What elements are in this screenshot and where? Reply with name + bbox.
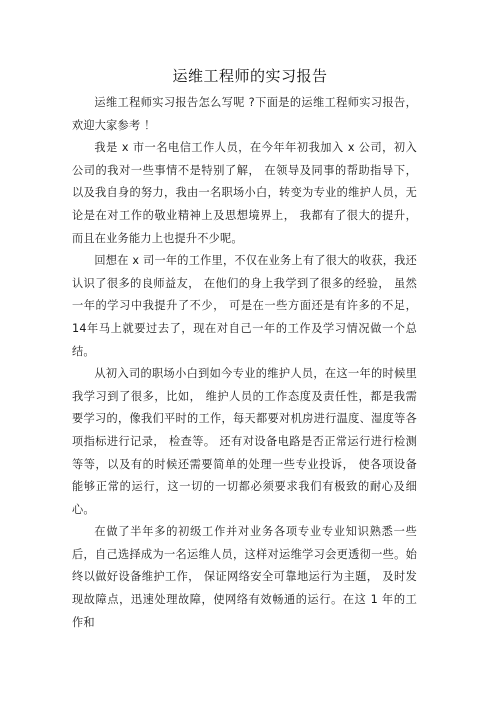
paragraph-learning: 从初入司的职场小白到如今专业的维护人员，在这一年的时候里我学习到了很多，比如， 维护人员的工作态度及责任性，都是我需要学习的，像我们平时的工作，每天都要对机房进行温度、湿度等各项指标进行记录， 检查等。 还有对设备电路是否正常运行进行检测等等，以及有的时候还需要简单的处理一些专业投诉， 使各项设备能够正常的运行，这一切的一切都必须要求我们有极致的耐心及细心。 <box>72 367 417 516</box>
paragraph-intro: 运维工程师实习报告怎么写呢 ?下面是的运维工程师实习报告，欢迎大家参考 ！ <box>72 96 417 132</box>
document-title: 运维工程师的实习报告 <box>172 67 328 85</box>
paragraph-background: 我是 x 市一名电信工作人员，在今年年初我加入 x 公司，初入公司的我对一些事情不是特别了解， 在领导及同事的帮助指导下， 以及我自身的努力，我由一名职场小白，转变为专业的维护人员，无论是在对工作的敬业精神上及思想境界上， 我都有了很大的提升， 而且在业务能力上也提升不少呢。 <box>72 141 417 245</box>
paragraph-operations: 在做了半年多的初级工作并对业务各项专业专业知识熟悉一些后，自己选择成为一名运维人员，这样对运维学习会更透彻一些。始终以做好设备维护工作， 保证网络安全可靠地运行为主题， 及时发现故障点，迅速处理故障，使网络有效畅通的运行。在这 1 年的工作和 <box>72 525 417 629</box>
document-body <box>72 92 417 634</box>
paragraph-reflection: 回想在 x 司一年的工作里，不仅在业务上有了很大的收获，我还认识了很多的良师益友， 在他们的身上我学到了很多的经验， 虽然一年的学习中我提升了不少， 可是在一些方面还是有许多的不足， 14年马上就要过去了，现在对自己一年的工作及学习情况做一个总结。 <box>72 254 417 358</box>
